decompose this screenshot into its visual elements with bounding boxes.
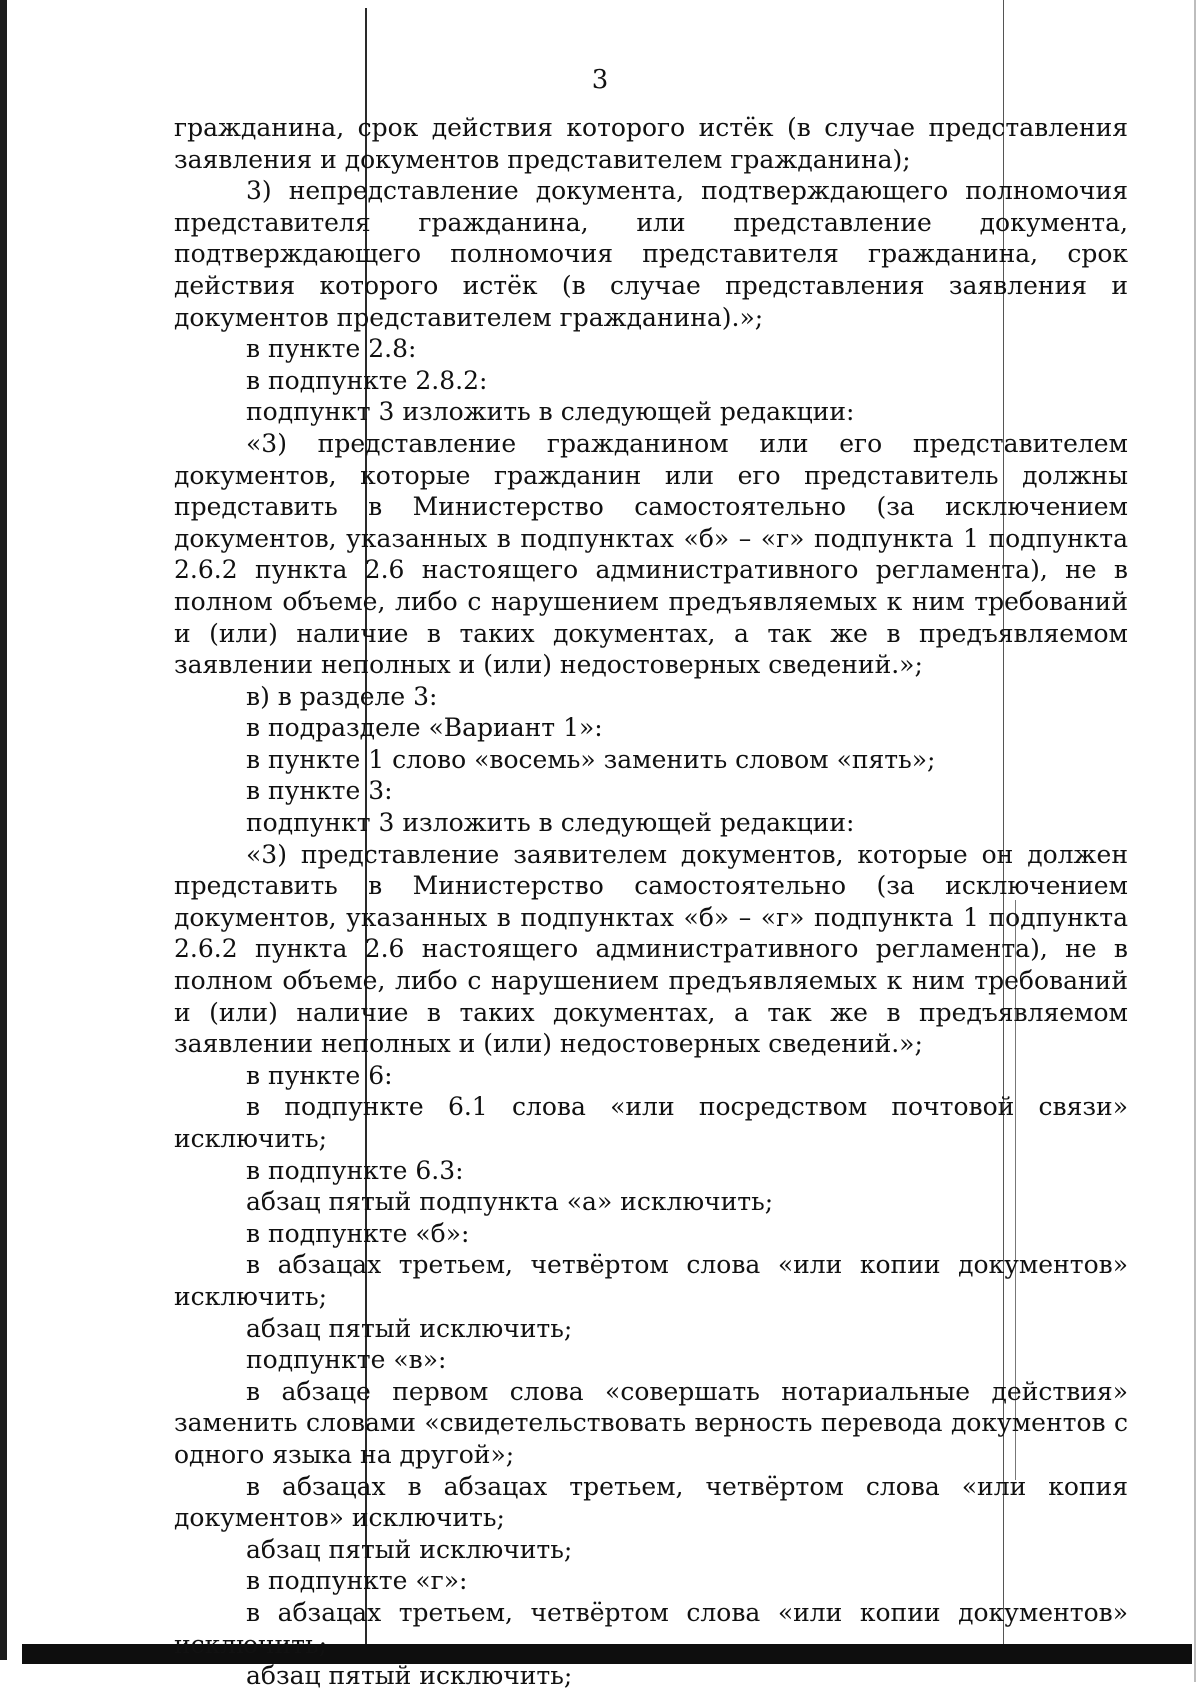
paragraph: в подпункте 6.3:: [246, 1155, 464, 1185]
paragraph: в подразделе «Вариант 1»:: [246, 713, 603, 743]
paragraph: «3) представление гражданином или его представителем документов, которые гражданин или его представитель должны представить в Министерство самостоятельно (за исключением документов, указанных в подпунктах «б» – «г» подпункта 1 подпункта 2.6.2 пункта 2.6 настоящего административного регламента), не в полном объеме, либо с нарушением предъявляемых к ним требований и (или) наличие в таких документах, а так же в предъявляемом заявлении неполных и (или) недостоверных сведений.»;: [174, 428, 1128, 680]
paragraph: в пункте 3:: [246, 776, 393, 806]
paragraph: в подпункте 2.8.2:: [246, 365, 488, 395]
paragraph: абзац пятый подпункта «а» исключить;: [246, 1187, 774, 1217]
paragraph: в пункте 2.8:: [246, 334, 417, 364]
paragraph: абзац пятый исключить;: [246, 1313, 573, 1343]
paragraph: гражданина, срок действия которого истёк (в случае представления заявления и документов представителем гражданина);: [174, 113, 1128, 174]
paragraph: в подпункте «г»:: [246, 1566, 468, 1596]
paragraph: в) в разделе 3:: [246, 681, 438, 711]
paragraph: в абзацах третьем, четвёртом слова «или копии документов» исключить;: [174, 1250, 1128, 1311]
paragraph: в абзацах третьем, четвёртом слова «или копии документов» исключить;: [174, 1597, 1128, 1659]
paragraph: в пункте 1 слово «восемь» заменить словом «пять»;: [246, 744, 936, 774]
paragraph: в пункте 6:: [246, 1060, 393, 1090]
paragraph: в подпункте 6.1 слова «или посредством почтовой связи» исключить;: [174, 1092, 1128, 1153]
paragraph: абзац пятый исключить;: [246, 1534, 573, 1564]
paragraph: в абзаце первом слова «совершать нотариальные действия» заменить словами «свидетельствовать верность перевода документов с одного языка на другой»;: [174, 1376, 1128, 1469]
paragraph: в подпункте «б»:: [246, 1218, 470, 1248]
paragraph: 3) непредставление документа, подтверждающего полномочия представителя гражданина, или представление документа, подтверждающего полномочия представителя гражданина, срок действия которого истёк (в случае представления заявления и документов представителем гражданина).»;: [174, 176, 1128, 332]
scan-right-edge: [1194, 0, 1196, 1682]
paragraph: «3) представление заявителем документов, которые он должен представить в Министерство самостоятельно (за исключением документов, указанных в подпунктах «б» – «г» подпункта 1 подпункта 2.6.2 пункта 2.6 настоящего административного регламента), не в полном объеме, либо с нарушением предъявляемых к ним требований и (или) наличие в таких документах, а так же в предъявляемом заявлении неполных и (или) недостоверных сведений.»;: [174, 839, 1128, 1059]
paragraph: подпункте «в»:: [246, 1345, 447, 1375]
paragraph: подпункт 3 изложить в следующей редакции:: [246, 808, 855, 838]
scan-edge-left: [0, 0, 7, 1660]
paragraph: подпункт 3 изложить в следующей редакции:: [246, 397, 855, 427]
paragraph: абзац пятый исключить;: [246, 1661, 573, 1691]
page-number: 3: [591, 65, 609, 95]
document-body: [174, 112, 1128, 1692]
paragraph: в абзацах в абзацах третьем, четвёртом слова «или копия документов» исключить;: [174, 1471, 1128, 1533]
